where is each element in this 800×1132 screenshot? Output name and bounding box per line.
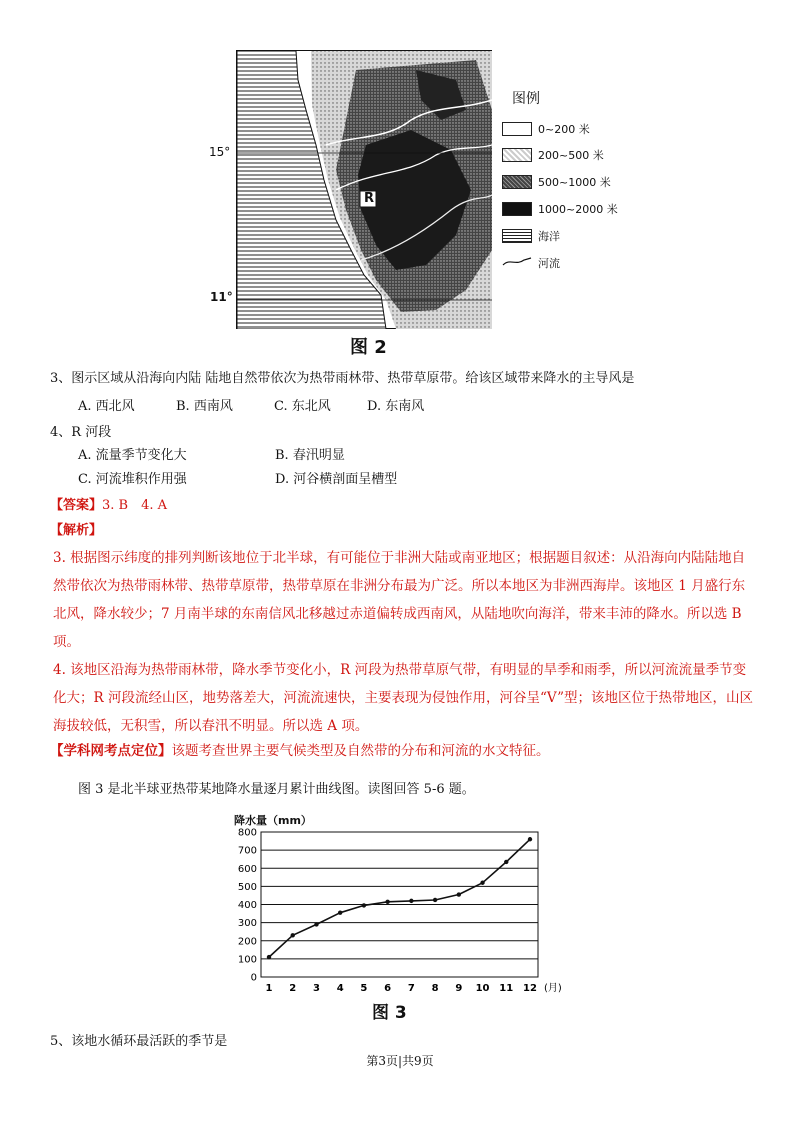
data-point <box>338 910 342 914</box>
answer-label: 【答案】 <box>50 498 103 513</box>
q4-option-a: A. 流量季节变化大 <box>78 448 187 463</box>
data-point <box>362 903 366 907</box>
q3-option-a: A. 西北风 <box>78 399 135 414</box>
legend-item-200-500 <box>500 148 630 162</box>
q3-option-b: B. 西南风 <box>176 399 233 414</box>
analysis-label: 【解析】 <box>50 523 103 538</box>
data-point <box>314 922 318 926</box>
y-tick-label: 600 <box>237 863 257 875</box>
legend-item-0-200 <box>500 122 630 136</box>
latitude-label-15: 15° <box>209 145 231 159</box>
page-footer: 第3页|共9页 <box>366 1054 434 1068</box>
legend-label: 海洋 <box>538 230 560 243</box>
x-tick-label: 7 <box>407 983 415 994</box>
knowledge-point-line <box>50 742 550 760</box>
q4-option-c: C. 河流堆积作用强 <box>78 472 187 487</box>
legend-item-ocean <box>500 229 630 243</box>
legend-title: 图例 <box>512 91 540 107</box>
legend-label: 0~200 米 <box>538 123 590 136</box>
legend-label: 500~1000 米 <box>538 176 611 189</box>
data-point <box>385 900 389 904</box>
q3-option-d: D. 东南风 <box>367 399 425 414</box>
analysis-paragraph-4: 4. 该地区沿海为热带雨林带，降水季节变化小，R 河段为热带草原气带，有明显的旱季和雨季，所以河流流量季节变化大；R 河段流经山区，地势落差大，河流流速快，主要表现为侵蚀作用，河谷呈“V”型；该地区位于热带地区，山区海拔较低，无积雪，所以春汛不明显。所以选 A 项。 <box>53 662 754 734</box>
answer-text: 3. B 4. A <box>102 498 168 513</box>
y-tick-label: 100 <box>237 954 257 966</box>
legend-label: 河流 <box>538 257 560 270</box>
analysis-paragraph-3: 3. 根据图示纬度的排列判断该地位于北半球，有可能位于非洲大陆或南亚地区；根据题目叙述：从沿海向内陆陆地自然带依次为热带雨林带、热带草原带，热带草原在非洲分布最为广泛。所以本地区为非洲西海岸。该地区 1 月盛行东北风，降水较少；7 月南半球的东南信风北移越过赤道偏转成西南风，从陆地吹向海洋，带来丰沛的降水。所以选 B 项。 <box>53 550 746 650</box>
black-fill-icon <box>502 202 532 216</box>
data-point <box>291 933 295 937</box>
legend-item-river <box>500 256 630 270</box>
answer-line <box>50 497 167 515</box>
x-tick-label: 5 <box>360 983 368 994</box>
x-tick-label: 9 <box>455 983 463 994</box>
knowledge-point-label: 【学科网考点定位】 <box>50 743 172 759</box>
river-line-icon <box>502 256 532 268</box>
x-tick-label: 11 <box>499 983 514 994</box>
x-tick-label: 1 <box>265 983 273 994</box>
y-tick-label: 0 <box>250 972 257 984</box>
q4-option-d: D. 河谷横剖面呈槽型 <box>275 472 398 487</box>
y-tick-label: 300 <box>237 918 257 930</box>
figure2-caption: 图 2 <box>350 337 387 358</box>
legend-item-500-1000 <box>500 175 630 189</box>
legend-item-1000-2000 <box>500 202 630 216</box>
figure3-intro: 图 3 是北半球亚热带某地降水量逐月累计曲线图。读图回答 5-6 题。 <box>78 782 475 797</box>
x-tick-label: 4 <box>336 983 344 994</box>
light-fill-icon <box>502 122 532 136</box>
data-point <box>409 899 413 903</box>
x-axis-label: (月) <box>544 983 562 994</box>
knowledge-point-text: 该题考查世界主要气候类型及自然带的分布和河流的水文特征。 <box>171 743 550 759</box>
y-tick-label: 500 <box>237 881 257 893</box>
data-point <box>433 898 437 902</box>
x-tick-label: 6 <box>384 983 392 994</box>
r-river-label: R <box>364 191 375 206</box>
chart-plot <box>228 810 568 1000</box>
horizontal-lines-icon <box>502 229 532 243</box>
y-tick-label: 800 <box>237 827 257 839</box>
figure3-caption: 图 3 <box>372 1003 407 1023</box>
data-point <box>528 837 532 841</box>
x-tick-label: 10 <box>475 983 490 994</box>
map-graphic <box>236 50 492 329</box>
data-point <box>267 955 271 959</box>
x-tick-label: 8 <box>431 983 439 994</box>
precipitation-line <box>269 839 530 957</box>
x-tick-label: 12 <box>523 983 537 994</box>
question-5-stem: 5、该地水循环最活跃的季节是 <box>50 1034 228 1049</box>
y-tick-label: 200 <box>237 936 257 948</box>
question-3-stem: 3、图示区域从沿海向内陆 陆地自然带依次为热带雨林带、热带草原带。给该区域带来降水的主导风是 <box>50 371 635 386</box>
q3-option-c: C. 东北风 <box>274 399 331 414</box>
legend-label: 200~500 米 <box>538 149 604 162</box>
data-point <box>457 892 461 896</box>
q4-option-b: B. 春汛明显 <box>275 448 345 463</box>
question-4-stem: 4、R 河段 <box>50 425 112 440</box>
x-tick-label: 2 <box>289 983 297 994</box>
topographic-map <box>236 50 492 329</box>
chart-ylabel: 降水量（mm） <box>234 814 312 827</box>
legend-label: 1000~2000 米 <box>538 203 618 216</box>
data-point <box>504 860 508 864</box>
y-tick-label: 700 <box>237 845 257 857</box>
precipitation-cumulative-chart <box>228 810 568 1000</box>
dotted-fill-icon <box>502 148 532 162</box>
dark-dotted-fill-icon <box>502 175 532 189</box>
x-tick-label: 3 <box>312 983 320 994</box>
latitude-label-11: 11° <box>210 290 233 304</box>
data-point <box>480 881 484 885</box>
y-tick-label: 400 <box>237 900 257 911</box>
